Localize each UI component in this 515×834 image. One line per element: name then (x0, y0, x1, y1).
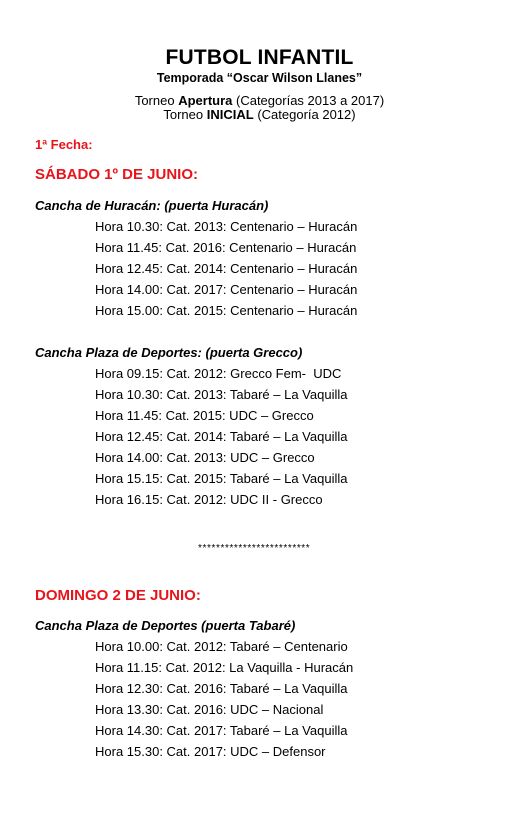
tournament-categories: (Categorías 2013 a 2017) (232, 93, 385, 108)
match-line: Hora 10.30: Cat. 2013: Tabaré – La Vaquilla (95, 387, 348, 402)
season-subtitle: Temporada “Oscar Wilson Llanes” (156, 71, 363, 85)
match-line: Hora 16.15: Cat. 2012: UDC II - Grecco (95, 492, 323, 507)
match-line: Hora 10.00: Cat. 2012: Tabaré – Centenario (95, 639, 348, 654)
day-heading-sunday: DOMINGO 2 DE JUNIO: (35, 587, 201, 604)
venue-heading: Cancha de Huracán: (puerta Huracán) (35, 198, 269, 213)
match-line: Hora 11.15: Cat. 2012: La Vaquilla - Huracán (95, 660, 354, 675)
match-line: Hora 14.30: Cat. 2017: Tabaré – La Vaquilla (95, 723, 348, 738)
tournament-prefix: Torneo (134, 93, 179, 108)
match-line: Hora 14.00: Cat. 2017: Centenario – Huracán (95, 282, 358, 297)
day-heading-saturday: SÁBADO 1º DE JUNIO: (35, 166, 199, 183)
tournament-apertura-line (0, 93, 515, 108)
match-line: Hora 11.45: Cat. 2015: UDC – Grecco (95, 408, 314, 423)
venue-heading: Cancha Plaza de Deportes (puerta Tabaré) (35, 618, 296, 633)
match-line: Hora 13.30: Cat. 2016: UDC – Nacional (95, 702, 324, 717)
match-line: Hora 15.00: Cat. 2015: Centenario – Huracán (95, 303, 358, 318)
match-line: Hora 12.45: Cat. 2014: Tabaré – La Vaquilla (95, 429, 348, 444)
match-line: Hora 10.30: Cat. 2013: Centenario – Huracán (95, 219, 358, 234)
document-title: FUTBOL INFANTIL (165, 46, 354, 69)
venue-heading: Cancha Plaza de Deportes: (puerta Grecco) (35, 345, 303, 360)
round-label: 1ª Fecha: (35, 137, 93, 152)
tournament-categories: (Categoría 2012) (253, 107, 356, 122)
match-line: Hora 15.30: Cat. 2017: UDC – Defensor (95, 744, 326, 759)
match-line: Hora 12.45: Cat. 2014: Centenario – Huracán (95, 261, 358, 276)
tournament-name: INICIAL (206, 107, 254, 122)
match-line: Hora 09.15: Cat. 2012: Grecco Fem- UDC (95, 366, 342, 381)
match-line: Hora 11.45: Cat. 2016: Centenario – Huracán (95, 240, 357, 255)
match-line: Hora 14.00: Cat. 2013: UDC – Grecco (95, 450, 315, 465)
section-separator: ************************* (198, 543, 311, 554)
tournament-prefix: Torneo (163, 107, 207, 122)
match-line: Hora 12.30: Cat. 2016: Tabaré – La Vaquilla (95, 681, 348, 696)
tournament-inicial-line (0, 107, 515, 122)
match-line: Hora 15.15: Cat. 2015: Tabaré – La Vaquilla (95, 471, 348, 486)
tournament-name: Apertura (178, 93, 233, 108)
